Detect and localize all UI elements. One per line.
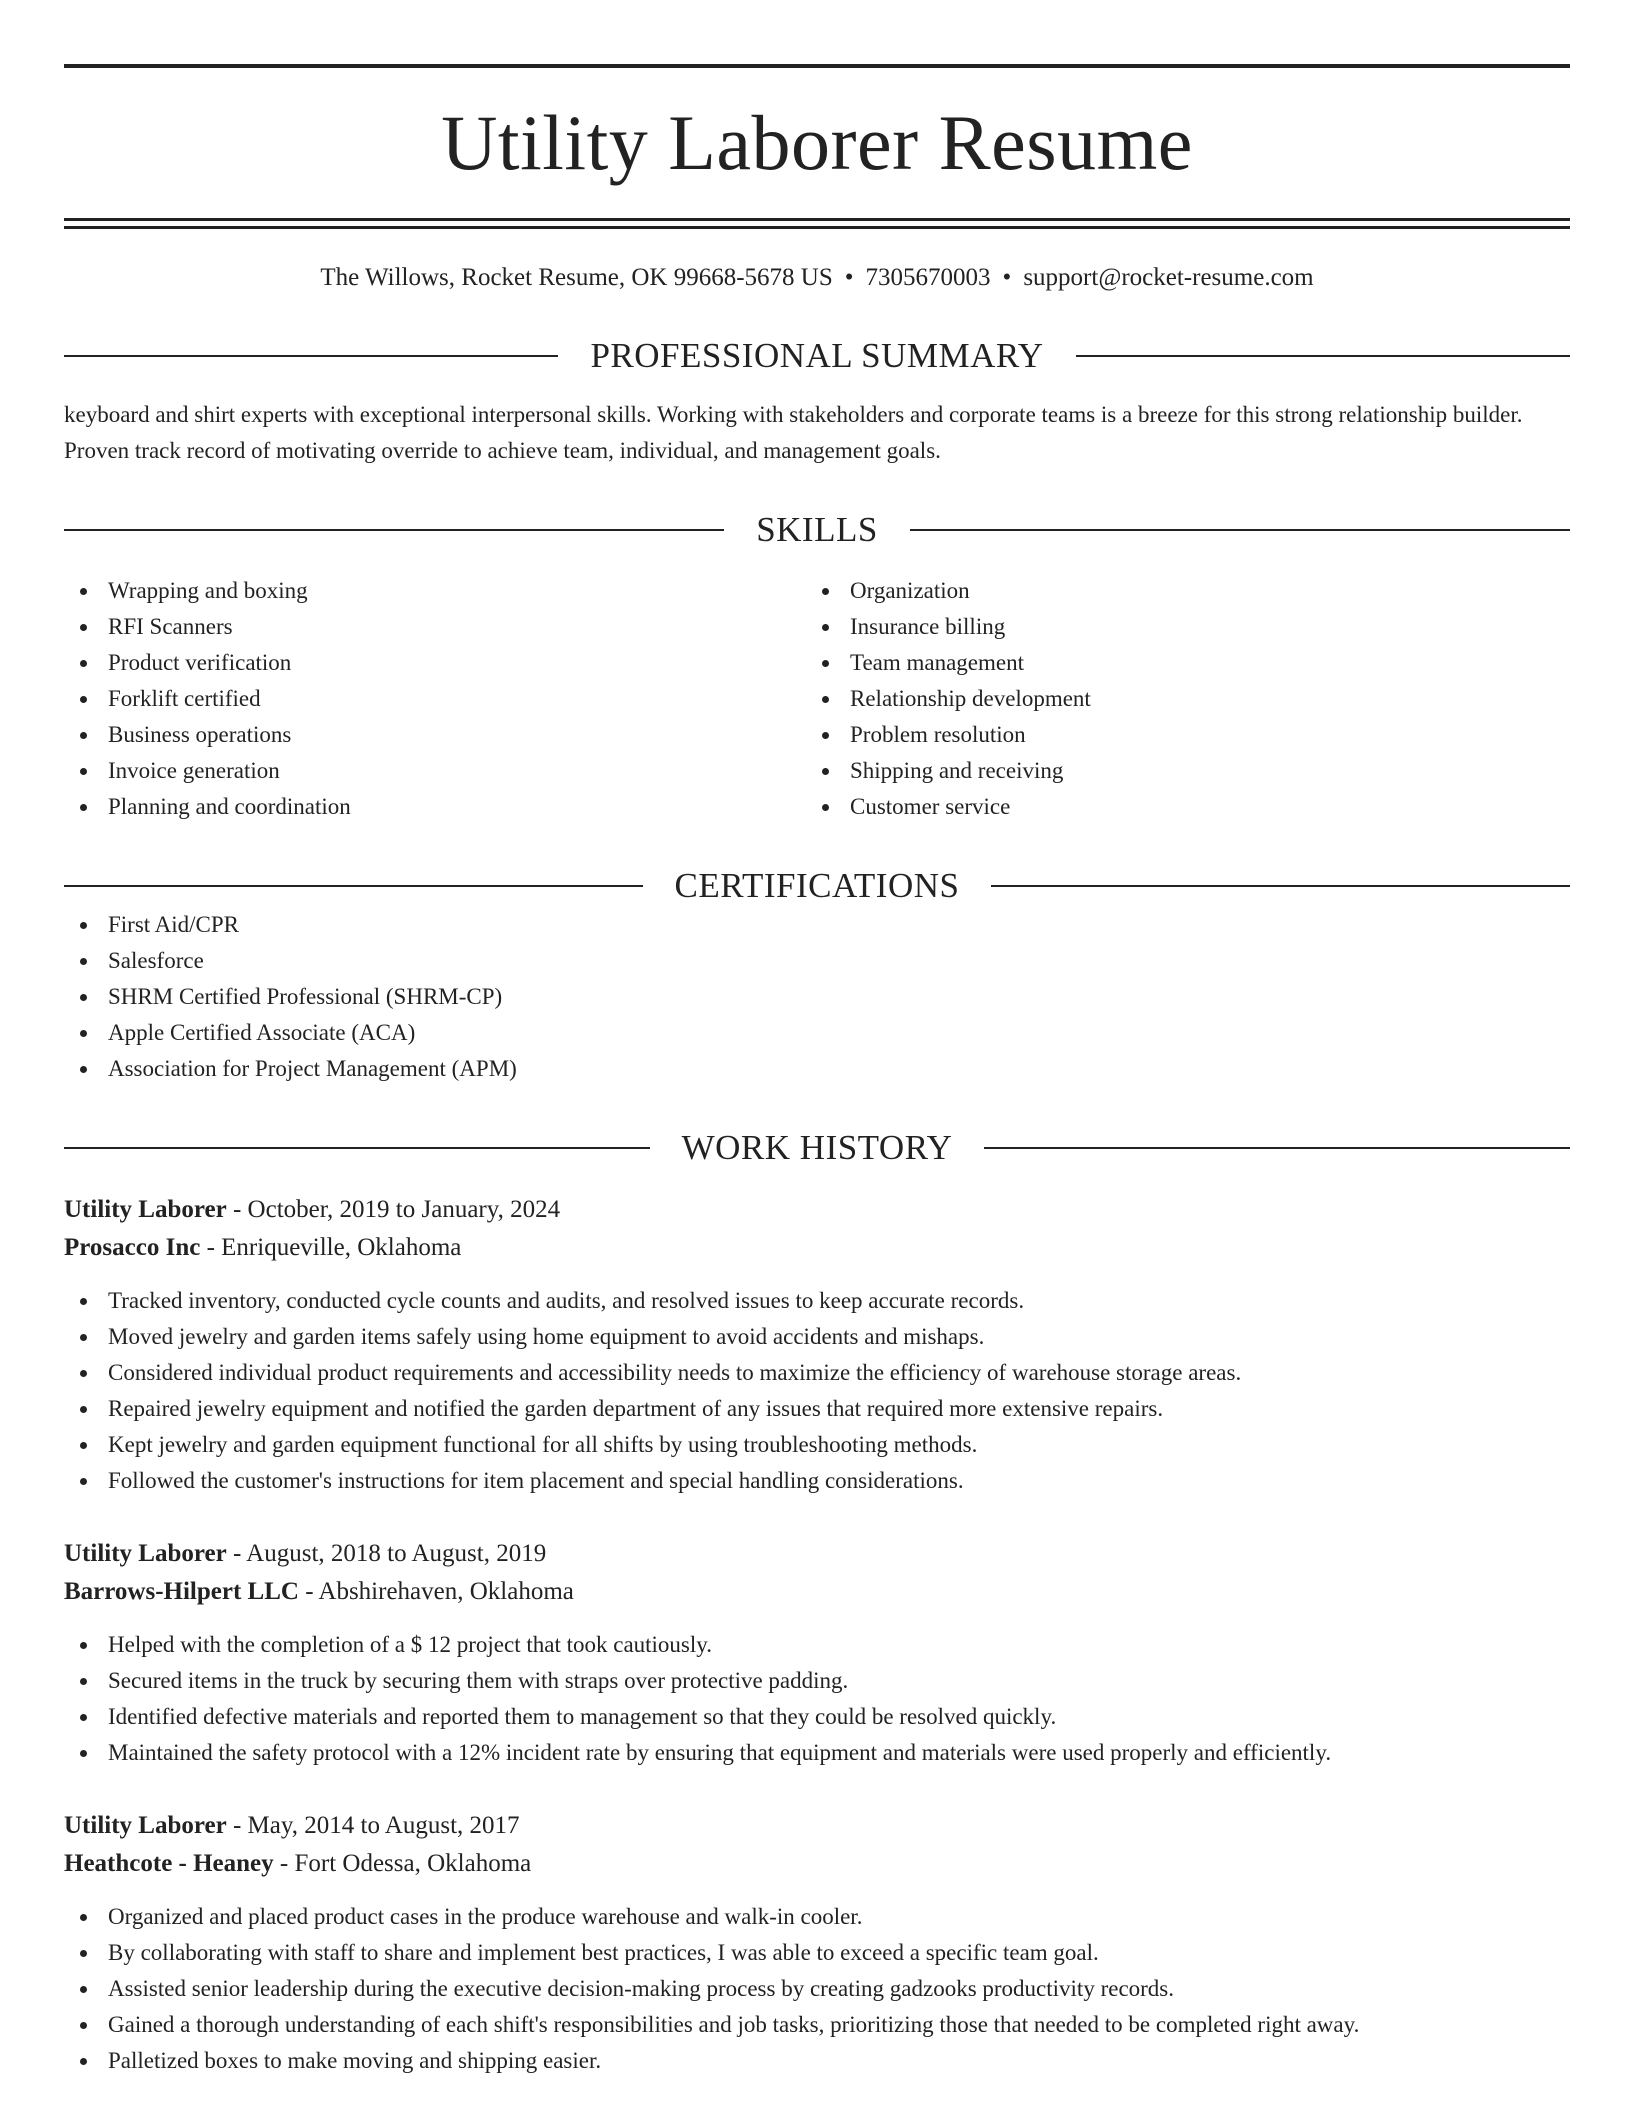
job-duty-item: By collaborating with staff to share and implement best practices, I was able to exceed a specific team goal. xyxy=(64,1935,1570,1971)
job-company-line xyxy=(64,1845,1570,1883)
skills-list-right xyxy=(806,573,1548,825)
job-duty-item: Secured items in the truck by securing them with straps over protective padding. xyxy=(64,1663,1570,1699)
work-history xyxy=(64,1191,1570,2079)
section-heading-work-history xyxy=(64,1127,1570,1169)
contact-separator: • xyxy=(1002,264,1012,291)
job-title: Utility Laborer xyxy=(64,1812,227,1839)
top-rule xyxy=(64,64,1570,68)
job-duty-item: Considered individual product requirements and accessibility needs to maximize the efficiency of warehouse storage areas. xyxy=(64,1355,1570,1391)
contact-address: The Willows, Rocket Resume, OK 99668-5678 US xyxy=(320,264,833,291)
contact-email: support@rocket-resume.com xyxy=(1023,264,1314,291)
certification-item: Salesforce xyxy=(64,943,1570,979)
certification-item: Apple Certified Associate (ACA) xyxy=(64,1015,1570,1051)
contact-line xyxy=(64,261,1570,295)
job-dates: - August, 2018 to August, 2019 xyxy=(226,1540,547,1567)
job-title-line xyxy=(64,1191,1570,1229)
heading-rule xyxy=(1076,355,1570,357)
job-duty-item: Maintained the safety protocol with a 12% incident rate by ensuring that equipment and materials were used properly and efficiently. xyxy=(64,1735,1570,1771)
heading-rule xyxy=(910,529,1570,531)
heading-rule xyxy=(64,885,643,887)
section-title: PROFESSIONAL SUMMARY xyxy=(590,336,1044,375)
section-title: WORK HISTORY xyxy=(681,1128,953,1167)
job-location: - Abshirehaven, Oklahoma xyxy=(298,1578,574,1605)
job-entry xyxy=(64,1807,1570,2079)
heading-rule xyxy=(991,885,1570,887)
job-duties xyxy=(64,1899,1570,2079)
job-company-line xyxy=(64,1573,1570,1611)
job-duty-item: Palletized boxes to make moving and shipping easier. xyxy=(64,2043,1570,2079)
job-entry xyxy=(64,1535,1570,1771)
title-double-rule xyxy=(64,218,1570,229)
certification-item: Association for Project Management (APM) xyxy=(64,1051,1570,1087)
section-title: SKILLS xyxy=(756,510,878,549)
skill-item: Planning and coordination xyxy=(64,789,806,825)
job-location: - Fort Odessa, Oklahoma xyxy=(273,1850,532,1877)
job-duty-item: Identified defective materials and reported them to management so that they could be resolved quickly. xyxy=(64,1699,1570,1735)
skill-item: Team management xyxy=(806,645,1548,681)
job-duty-item: Helped with the completion of a $ 12 project that took cautiously. xyxy=(64,1627,1570,1663)
certifications-list xyxy=(64,907,1570,1087)
skill-item: Business operations xyxy=(64,717,806,753)
job-duty-item: Assisted senior leadership during the executive decision-making process by creating gadzooks productivity records. xyxy=(64,1971,1570,2007)
summary-text: keyboard and shirt experts with exceptional interpersonal skills. Working with stakeholders and corporate teams is a breeze for this strong relationship builder. Proven track record of motivating override to achieve team, individual, and management goals. xyxy=(64,402,1523,463)
job-company-line xyxy=(64,1229,1570,1267)
skills-list-left xyxy=(64,573,806,825)
job-title: Utility Laborer xyxy=(64,1540,227,1567)
heading-rule xyxy=(64,355,558,357)
job-duties xyxy=(64,1627,1570,1771)
section-heading-summary xyxy=(64,335,1570,377)
job-duty-item: Gained a thorough understanding of each shift's responsibilities and job tasks, prioritizing those that needed to be completed right away. xyxy=(64,2007,1570,2043)
skill-item: Problem resolution xyxy=(806,717,1548,753)
skills-grid xyxy=(64,573,1570,825)
skills-column-right xyxy=(806,573,1548,825)
resume-title: Utility Laborer Resume xyxy=(441,99,1193,186)
resume-page xyxy=(64,0,1570,2079)
job-duty-item: Followed the customer's instructions for item placement and special handling considerations. xyxy=(64,1463,1570,1499)
skill-item: Relationship development xyxy=(806,681,1548,717)
job-duty-item: Kept jewelry and garden equipment functional for all shifts by using troubleshooting methods. xyxy=(64,1427,1570,1463)
certification-item: First Aid/CPR xyxy=(64,907,1570,943)
job-location: - Enriqueville, Oklahoma xyxy=(200,1234,462,1261)
contact-separator: • xyxy=(844,264,854,291)
section-heading-certifications xyxy=(64,865,1570,907)
heading-rule xyxy=(64,1147,650,1149)
job-dates: - October, 2019 to January, 2024 xyxy=(226,1196,561,1223)
job-entry xyxy=(64,1191,1570,1499)
skill-item: Shipping and receiving xyxy=(806,753,1548,789)
section-heading-skills xyxy=(64,509,1570,551)
skill-item: Forklift certified xyxy=(64,681,806,717)
skill-item: RFI Scanners xyxy=(64,609,806,645)
job-dates: - May, 2014 to August, 2017 xyxy=(226,1812,520,1839)
skill-item: Invoice generation xyxy=(64,753,806,789)
skill-item: Product verification xyxy=(64,645,806,681)
job-title-line xyxy=(64,1535,1570,1573)
section-title: CERTIFICATIONS xyxy=(674,866,960,905)
contact-phone: 7305670003 xyxy=(865,264,991,291)
job-title: Utility Laborer xyxy=(64,1196,227,1223)
job-company: Heathcote - Heaney xyxy=(64,1850,274,1877)
heading-rule xyxy=(64,529,724,531)
skills-column-left xyxy=(64,573,806,825)
job-company: Prosacco Inc xyxy=(64,1234,201,1261)
job-duty-item: Tracked inventory, conducted cycle counts and audits, and resolved issues to keep accurate records. xyxy=(64,1283,1570,1319)
skill-item: Organization xyxy=(806,573,1548,609)
job-duty-item: Repaired jewelry equipment and notified the garden department of any issues that required more extensive repairs. xyxy=(64,1391,1570,1427)
job-duty-item: Moved jewelry and garden items safely using home equipment to avoid accidents and mishaps. xyxy=(64,1319,1570,1355)
job-duties xyxy=(64,1283,1570,1499)
job-company: Barrows-Hilpert LLC xyxy=(64,1578,299,1605)
job-title-line xyxy=(64,1807,1570,1845)
skill-item: Insurance billing xyxy=(806,609,1548,645)
certification-item: SHRM Certified Professional (SHRM-CP) xyxy=(64,979,1570,1015)
job-duty-item: Organized and placed product cases in the produce warehouse and walk-in cooler. xyxy=(64,1899,1570,1935)
skill-item: Wrapping and boxing xyxy=(64,573,806,609)
skill-item: Customer service xyxy=(806,789,1548,825)
heading-rule xyxy=(984,1147,1570,1149)
